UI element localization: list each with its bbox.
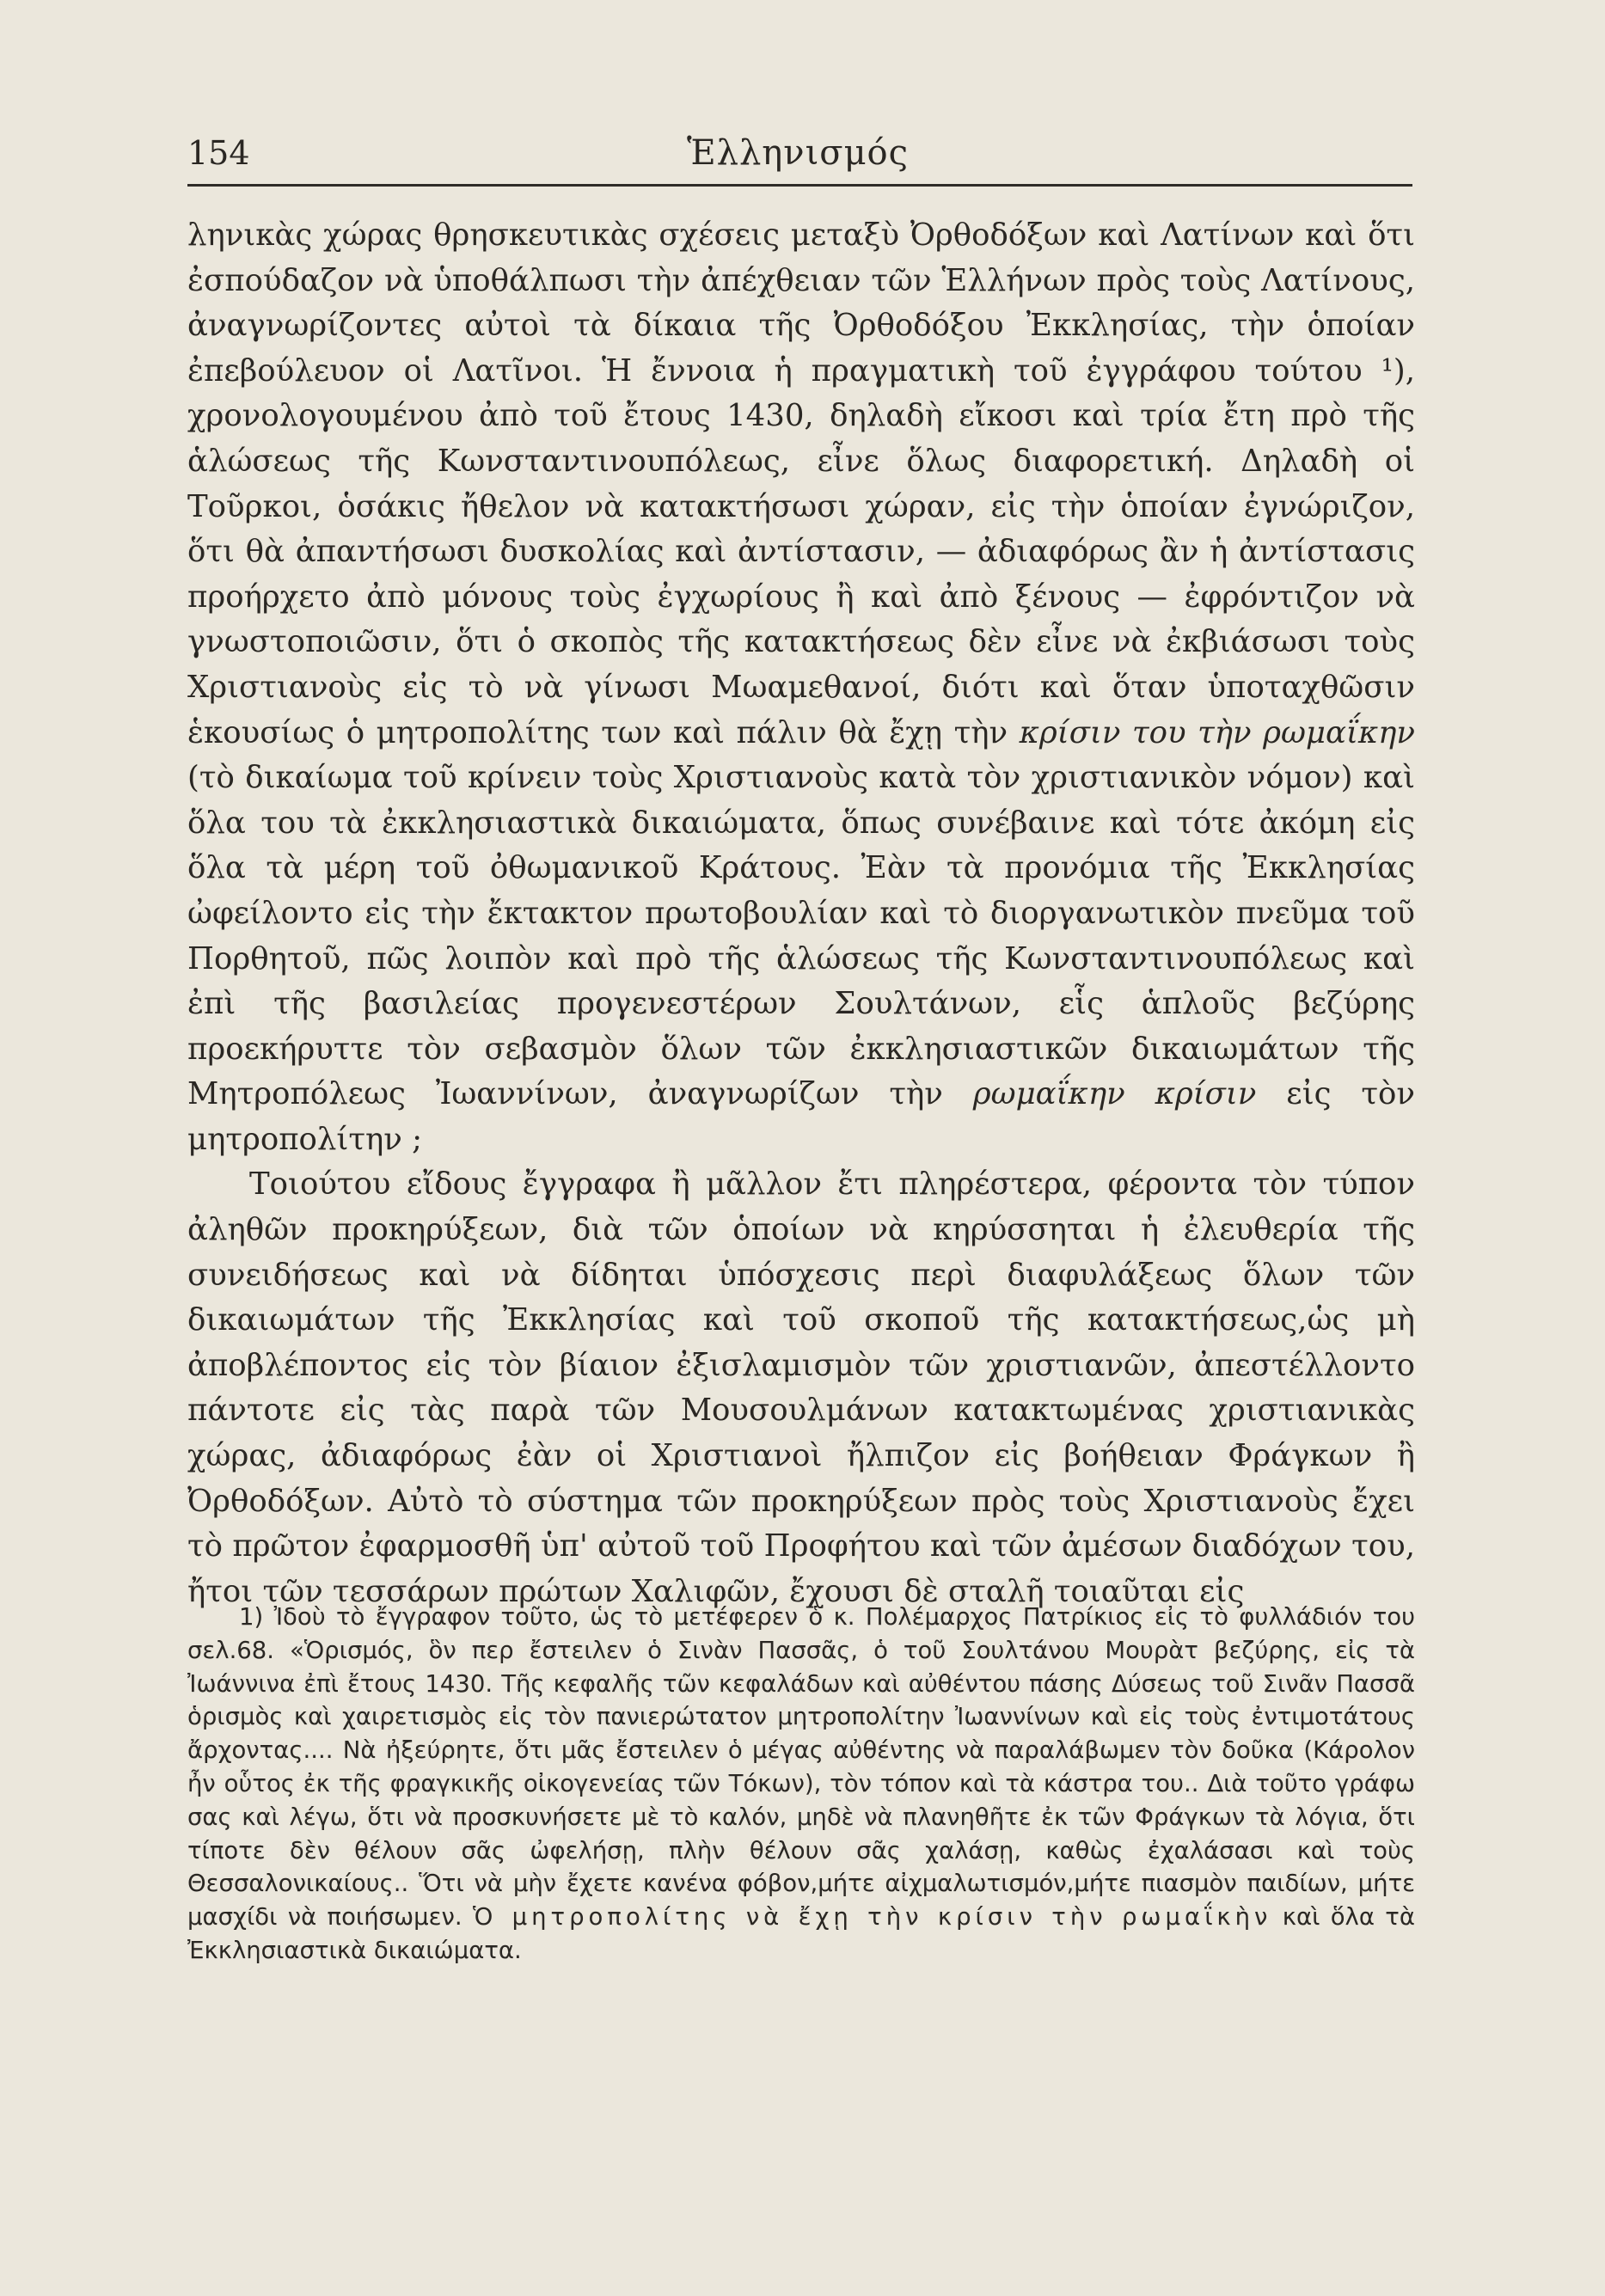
footnotes xyxy=(187,1601,1415,1968)
paragraph-1-continued: (τὸ δικαίωμα τοῦ κρίνειν τοὺς Χριστιανοὺς κατὰ τὸν χριστιανικὸν νόμον) καὶ ὅλα του τὰ ἐκκλησιαστικὰ δικαιώματα, ὅπως συνέβαινε καὶ τότε ἀκόμη εἰς ὅλα τὰ μέρη τοῦ ὀθωμανικοῦ Κράτους. Ἐὰν τὰ προνόμια τῆς Ἐκκλησίας ὠφείλοντο εἰς τὴν ἔκτακτον πρωτοβουλίαν καὶ τὸ διοργανωτικὸν πνεῦμα τοῦ Πορθητοῦ, πῶς λοιπὸν καὶ πρὸ τῆς ἁλώσεως τῆς Κωνσταντινουπόλεως καὶ ἐπὶ τῆς βασιλείας προγενεστέρων Σουλτάνων, εἷς ἁπλοῦς βεζύρης προεκήρυττε τὸν σεβασμὸν ὅλων τῶν ἐκκλησιαστικῶν δικαιωμάτων τῆς Μητροπόλεως Ἰωαννίνων, ἀναγνωρίζων τὴν xyxy=(187,760,1415,1112)
paragraph-1-emphasis-2: ρωμαΐκην κρίσιν xyxy=(972,1076,1257,1112)
footnote-1-spaced-text: Ὁ μητροπολίτης νὰ ἔχῃ τὴν κρίσιν τὴν ρωμαΐκὴν xyxy=(472,1903,1272,1932)
page-header xyxy=(187,129,1408,181)
paragraph-2: Τοιούτου εἴδους ἔγγραφα ἢ μᾶλλον ἔτι πληρέστερα, φέροντα τὸν τύπον ἀληθῶν προκηρύξεων, διὰ τῶν ὁποίων νὰ κηρύσσηται ἡ ἐλευθερία τῆς συνειδήσεως καὶ νὰ δίδηται ὑπόσχεσις περὶ διαφυλάξεως ὅλων τῶν δικαιωμάτων τῆς Ἐκκλησίας καὶ τοῦ σκοποῦ τῆς κατακτήσεως,ὡς μὴ ἀποβλέποντος εἰς τὸν βίαιον ἐξισλαμισμὸν τῶν χριστιανῶν, ἀπεστέλλοντο πάντοτε εἰς τὰς παρὰ τῶν Μουσουλμάνων κατακτωμένας χριστιανικὰς χώρας, ἀδιαφόρως ἐὰν οἱ Χριστιανοὶ ἤλπιζον εἰς βοήθειαν Φράγκων ἢ Ὀρθοδόξων. Αὐτὸ τὸ σύστημα τῶν προκηρύξεων πρὸς τοὺς Χριστιανοὺς ἔχει τὸ πρῶτον ἐφαρμοσθῆ ὑπ' αὐτοῦ τοῦ Προφήτου καὶ τῶν ἀμέσων διαδόχων του, ἤτοι τῶν τεσσάρων πρώτων Χαλιφῶν, ἔχουσι δὲ σταλῆ τοιαῦται εἰς xyxy=(187,1166,1415,1609)
paragraph-1 xyxy=(187,213,1415,1162)
running-title: Ἑλληνισμός xyxy=(686,133,910,173)
footnote-1 xyxy=(187,1601,1415,1968)
footnote-1-text: 1) Ἰδοὺ τὸ ἔγγραφον τοῦτο, ὡς τὸ μετέφερεν ὁ κ. Πολέμαρχος Πατρίκιος εἰς τὸ φυλλάδιόν του σελ.68. «Ὁρισμός, ὃν περ ἔστειλεν ὁ Σινὰν Πασσᾶς, ὁ τοῦ Σουλτάνου Μουρὰτ βεζύρης, εἰς τὰ Ἰωάννινα ἐπὶ ἔτους 1430. Τῆς κεφαλῆς τῶν κεφαλάδων καὶ αὐθέντου πάσης Δύσεως τοῦ Σινᾶν Πασσᾶ ὁρισμὸς καὶ χαιρετισμὸς εἰς τὸν πανιερώτατον μητροπολίτην Ἰωαννίνων καὶ εἰς τοὺς ἐντιμοτάτους ἄρχοντας.... Νὰ ἠξεύρητε, ὅτι μᾶς ἔστειλεν ὁ μέγας αὐθέντης νὰ παραλάβωμεν τὸν δοῦκα (Κάρολον ἦν οὗτος ἐκ τῆς φραγκικῆς οἰκογενείας τῶν Τόκων), τὸν τόπον καὶ τὰ κάστρα του.. Διὰ τοῦτο γράφω σας καὶ λέγω, ὅτι νὰ προσκυνήσετε μὲ τὸ καλόν, μηδὲ νὰ πλανηθῆτε ἐκ τῶν Φράγκων τὰ λόγια, ὅτι τίποτε δὲν θέλουν σᾶς ὠφελήσῃ, πλὴν θέλουν σᾶς χαλάσῃ, καθὼς ἐχαλάσασι καὶ τοὺς Θεσσαλονικαίους.. Ὅτι νὰ μὴν ἔχετε κανένα φόβον,μήτε αἰχμαλωτισμόν,μήτε πιασμὸν παιδίων, μήτε μασχίδι νὰ ποιήσωμεν. xyxy=(187,1603,1415,1932)
paragraph-1-emphasis-1: κρίσιν του τὴν ρωμαΐκην xyxy=(1019,714,1415,750)
header-rule xyxy=(187,184,1412,187)
footnote-1-end: καὶ ὅλα τὰ Ἐκκλησιαστικὰ δικαιώματα. xyxy=(187,1903,1415,1964)
main-text xyxy=(187,213,1415,1614)
page-number: 154 xyxy=(187,134,250,172)
paragraph-1-text: ληνικὰς χώρας θρησκευτικὰς σχέσεις μεταξὺ Ὀρθοδόξων καὶ Λατίνων καὶ ὅτι ἐσπούδαζον νὰ ὑποθάλπωσι τὴν ἀπέχθειαν τῶν Ἑλλήνων πρὸς τοὺς Λατίνους, ἀναγνωρίζοντες αὐτοὶ τὰ δίκαια τῆς Ὀρθοδόξου Ἐκκλησίας, τὴν ὁποίαν ἐπεβούλευον οἱ Λατῖνοι. Ἡ ἔννοια ἡ πραγματικὴ τοῦ ἐγγράφου τούτου ¹), χρονολογουμένου ἀπὸ τοῦ ἔτους 1430, δηλαδὴ εἴκοσι καὶ τρία ἔτη πρὸ τῆς ἁλώσεως τῆς Κωνσταντινουπόλεως, εἶνε ὅλως διαφορετική. Δηλαδὴ οἱ Τοῦρκοι, ὁσάκις ἤθελον νὰ κατακτήσωσι χώραν, εἰς τὴν ὁποίαν ἐγνώριζον, ὅτι θὰ ἀπαντήσωσι δυσκολίας καὶ ἀντίστασιν, — ἀδιαφόρως ἂν ἡ ἀντίστασις προήρχετο ἀπὸ μόνους τοὺς ἐγχωρίους ἢ καὶ ἀπὸ ξένους — ἐφρόντιζον νὰ γνωστοποιῶσιν, ὅτι ὁ σκοπὸς τῆς κατακτήσεως δὲν εἶνε νὰ ἐκβιάσωσι τοὺς Χριστιανοὺς εἰς τὸ νὰ γίνωσι Μωαμεθανοί, διότι καὶ ὅταν ὑποταχθῶσιν ἑκουσίως ὁ μητροπολίτης των καὶ πάλιν θὰ ἔχῃ τὴν xyxy=(187,217,1415,750)
paragraph-1-end: εἰς τὸν μητροπολίτην ; xyxy=(187,1076,1415,1157)
